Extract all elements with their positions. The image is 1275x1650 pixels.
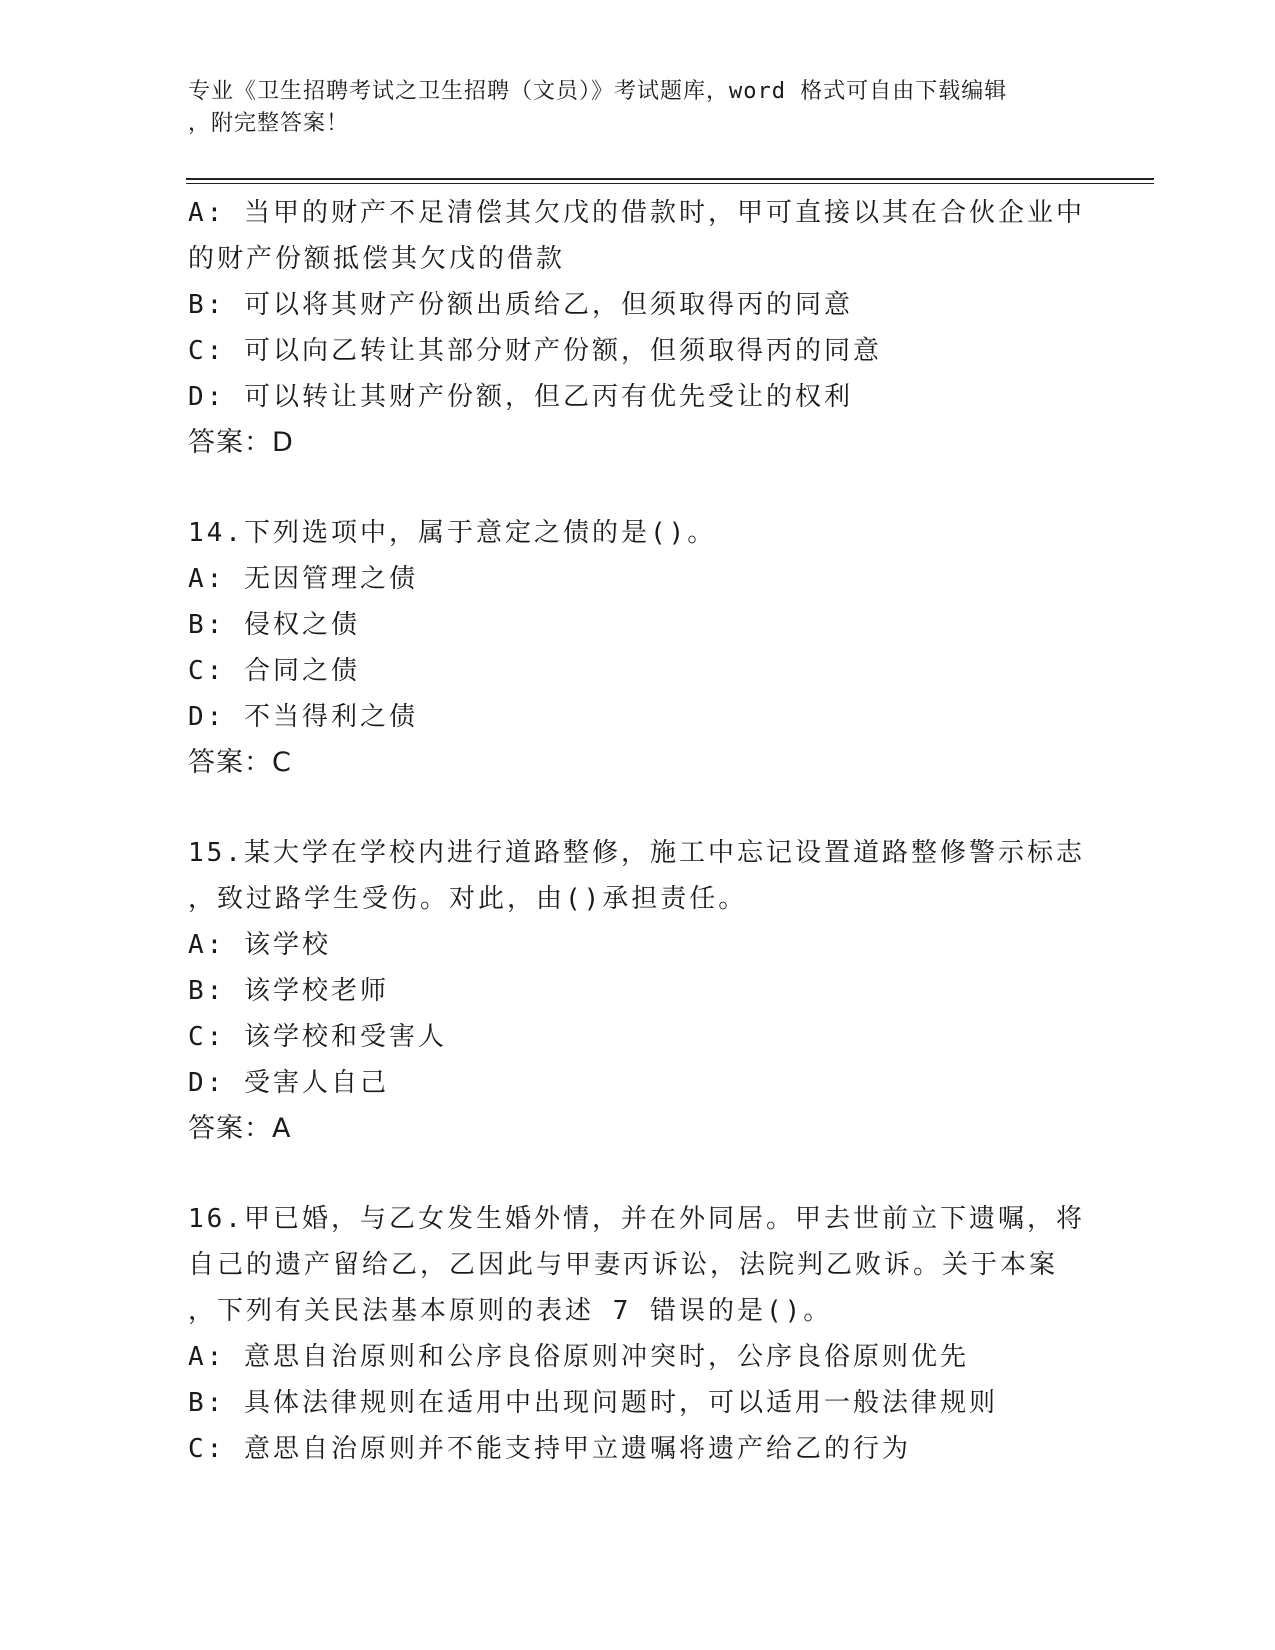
q14-answer: 答案：C: [188, 747, 292, 778]
q15-stem-line-1: 15.某大学在学校内进行道路整修，施工中忘记设置道路整修警示标志: [188, 838, 1085, 868]
question-15: [188, 830, 1088, 1152]
document-header: [188, 76, 1068, 140]
q13-option-d: D: 可以转让其财产份额，但乙丙有优先受让的权利: [188, 382, 853, 412]
q16-stem-line-2: 自己的遗产留给乙，乙因此与甲妻丙诉讼，法院判乙败诉。关于本案: [188, 1250, 1059, 1280]
spacer: [188, 466, 1088, 510]
question-16: [188, 1196, 1088, 1472]
q14-option-b: B: 侵权之债: [188, 610, 360, 640]
q15-answer: 答案：A: [188, 1113, 292, 1144]
q15-option-a: A: 该学校: [188, 930, 331, 960]
q16-stem-line-3: ，下列有关民法基本原则的表述 7 错误的是()。: [188, 1296, 833, 1326]
q16-option-a: A: 意思自治原则和公序良俗原则冲突时，公序良俗原则优先: [188, 1342, 969, 1372]
question-content: [188, 190, 1088, 1472]
q13-answer: 答案：D: [188, 427, 294, 458]
header-rule-thin: [186, 183, 1154, 184]
q14-option-d: D: 不当得利之债: [188, 702, 418, 732]
q13-option-a-line-2: 的财产份额抵偿其欠戊的借款: [188, 244, 566, 274]
q16-option-c: C: 意思自治原则并不能支持甲立遗嘱将遗产给乙的行为: [188, 1434, 911, 1464]
q16-option-b: B: 具体法律规则在适用中出现问题时，可以适用一般法律规则: [188, 1388, 998, 1418]
spacer: [188, 1152, 1088, 1196]
q16-stem-line-1: 16.甲已婚，与乙女发生婚外情，并在外同居。甲去世前立下遗嘱，将: [188, 1204, 1085, 1234]
header-line-1: 专业《卫生招聘考试之卫生招聘（文员）》考试题库，word 格式可自由下载编辑: [188, 79, 1008, 104]
spacer: [188, 786, 1088, 830]
q15-stem-line-2: ，致过路学生受伤。对此，由()承担责任。: [188, 884, 748, 914]
header-rule-thick: [186, 178, 1154, 180]
q13-option-b: B: 可以将其财产份额出质给乙，但须取得丙的同意: [188, 290, 853, 320]
q15-option-b: B: 该学校老师: [188, 976, 389, 1006]
q13-option-a-line-1: A: 当甲的财产不足清偿其欠戊的借款时，甲可直接以其在合伙企业中: [188, 198, 1085, 228]
header-line-2: ，附完整答案！: [188, 111, 350, 136]
q14-stem: 14.下列选项中，属于意定之债的是()。: [188, 518, 717, 548]
q15-option-d: D: 受害人自己: [188, 1068, 389, 1098]
q14-option-a: A: 无因管理之债: [188, 564, 418, 594]
question-13: [188, 190, 1088, 466]
q14-option-c: C: 合同之债: [188, 656, 360, 686]
question-14: [188, 510, 1088, 786]
q15-option-c: C: 该学校和受害人: [188, 1022, 447, 1052]
q13-option-c: C: 可以向乙转让其部分财产份额，但须取得丙的同意: [188, 336, 882, 366]
